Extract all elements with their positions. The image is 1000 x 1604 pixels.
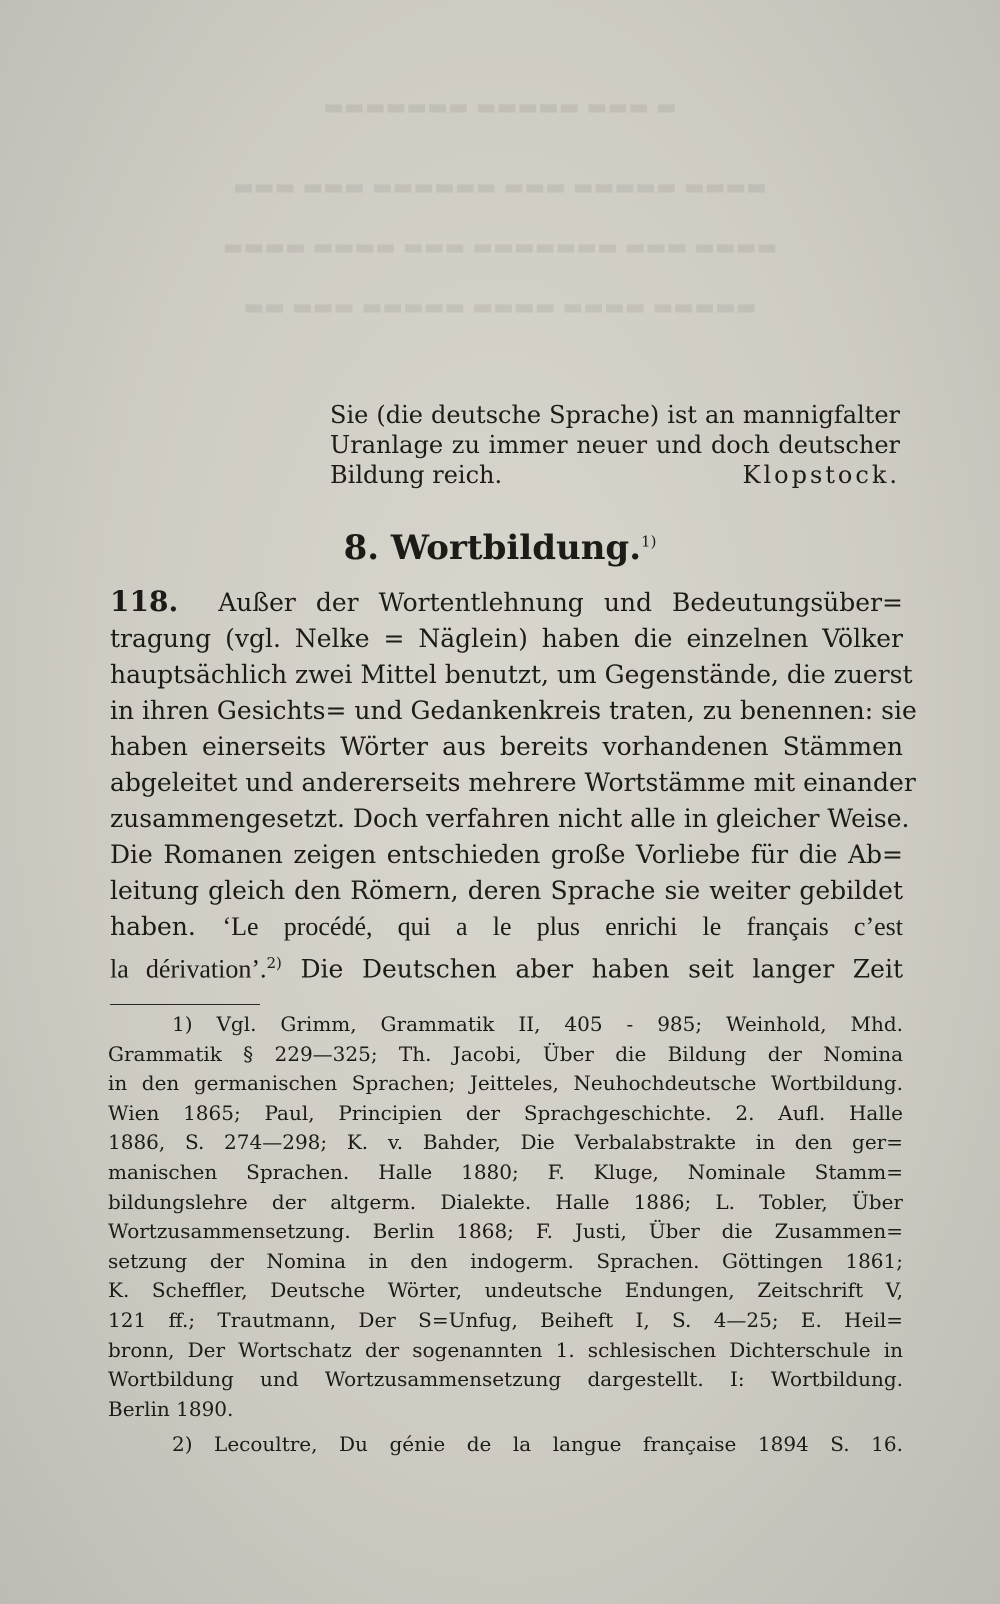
- footnote-line: 1) Vgl. Grimm, Grammatik II, 405 - 985; Weinhold, Mhd.: [172, 1012, 903, 1036]
- footnote-line: manischen Sprachen. Halle 1880; F. Kluge, Nominale Stamm=: [108, 1159, 903, 1184]
- show-through-texture: ▬▬▬▬ ▬▬▬▬▬ ▬▬▬ ▬▬▬▬▬▬ ▬▬▬ ▬▬▬: [233, 175, 767, 200]
- paragraph-line-text: Die Deutschen aber haben seit langer Zeit: [300, 954, 903, 984]
- epigraph: [330, 400, 900, 490]
- paragraph-line: abgeleitet und andererseits mehrere Wortstämme mit einander: [110, 768, 916, 797]
- epigraph-line: Sie (die deutsche Sprache) ist an mannigfalter: [330, 401, 900, 429]
- footnote-line: Wien 1865; Paul, Principien der Sprachgeschichte. 2. Aufl. Halle: [108, 1100, 903, 1125]
- footnote-ref: 2): [266, 954, 282, 972]
- section-heading: [0, 528, 1000, 568]
- paragraph-line: haben einerseits Wörter aus bereits vorhandenen Stämmen: [110, 732, 903, 761]
- footnote-line: Berlin 1890.: [108, 1396, 234, 1421]
- footnote-line: Grammatik § 229—325; Th. Jacobi, Über die Bildung der Nomina: [108, 1041, 903, 1066]
- footnote-line: bildungslehre der altgerm. Dialekte. Halle 1886; L. Tobler, Über: [108, 1189, 903, 1214]
- epigraph-author: Klopstock.: [742, 461, 900, 489]
- french-quote: ‘Le procédé, qui a le plus enrichi le français c’est: [222, 912, 903, 941]
- epigraph-last-line: [330, 460, 900, 490]
- epigraph-line-end: Bildung reich.: [330, 461, 503, 489]
- paragraph-line: [110, 909, 903, 945]
- footnote-ref: 1): [641, 532, 657, 551]
- paragraph-line-text: haben.: [110, 912, 196, 941]
- footnote-2: 2) Lecoultre, Du génie de la langue française 1894 S. 16.: [172, 1432, 903, 1457]
- footnote-divider: [110, 1004, 260, 1005]
- footnote-line: in den germanischen Sprachen; Jeitteles, Neuhochdeutsche Wortbildung.: [108, 1071, 903, 1096]
- footnote-line: setzung der Nomina in den indogerm. Sprachen. Göttingen 1861;: [108, 1248, 903, 1273]
- footnote-line: bronn, Der Wortschatz der sogenannten 1. schlesischen Dichterschule in: [108, 1337, 903, 1362]
- footnote-line: Wortzusammensetzung. Berlin 1868; F. Justi, Über die Zusammen=: [108, 1219, 903, 1244]
- french-quote: la dérivation’.: [110, 954, 267, 984]
- footnote-line: K. Scheffler, Deutsche Wörter, undeutsche Endungen, Zeitschrift V,: [108, 1278, 903, 1303]
- paragraph-line: [110, 945, 903, 987]
- footnote-line: Wortbildung und Wortzusammensetzung dargestellt. I: Wortbildung.: [108, 1367, 903, 1392]
- paragraph-line: hauptsächlich zwei Mittel benutzt, um Gegenstände, die zuerst: [110, 660, 913, 689]
- show-through-texture: ▬▬▬▬ ▬▬▬ ▬▬▬▬▬▬▬ ▬▬▬ ▬▬▬▬ ▬▬▬▬: [222, 235, 778, 260]
- footnote-line: 1886, S. 274—298; K. v. Bahder, Die Verbalabstrakte in den ger=: [108, 1130, 903, 1155]
- paragraph-line: zusammengesetzt. Doch verfahren nicht alle in gleicher Weise.: [110, 804, 910, 833]
- paragraph-line: tragung (vgl. Nelke = Näglein) haben die einzelnen Völker: [110, 624, 903, 653]
- footnote-line: 121 ff.; Trautmann, Der S=Unfug, Beiheft I, S. 4—25; E. Heil=: [108, 1307, 903, 1332]
- paragraph-line: leitung gleich den Römern, deren Sprache sie weiter gebildet: [110, 876, 903, 905]
- footnotes: [108, 1010, 903, 1460]
- show-through-texture: ▬ ▬▬▬ ▬▬▬▬▬ ▬▬▬▬▬▬▬: [323, 95, 677, 120]
- epigraph-line: Uranlage zu immer neuer und doch deutscher: [330, 431, 900, 459]
- paragraph-number: 118.: [110, 585, 179, 618]
- paragraph-118: [110, 584, 917, 987]
- paragraph-line: [110, 584, 903, 621]
- paragraph-line-text: Außer der Wortentlehnung und Bedeutungsüber=: [218, 588, 903, 617]
- paragraph-line: in ihren Gesichts= und Gedankenkreis traten, zu benennen: sie: [110, 696, 917, 725]
- section-title: 8. Wortbildung.: [343, 528, 642, 568]
- show-through-texture: ▬▬▬▬▬ ▬▬▬▬ ▬▬▬▬ ▬▬▬▬▬ ▬▬▬ ▬▬: [243, 295, 757, 320]
- paragraph-line: Die Romanen zeigen entschieden große Vorliebe für die Ab=: [110, 840, 903, 869]
